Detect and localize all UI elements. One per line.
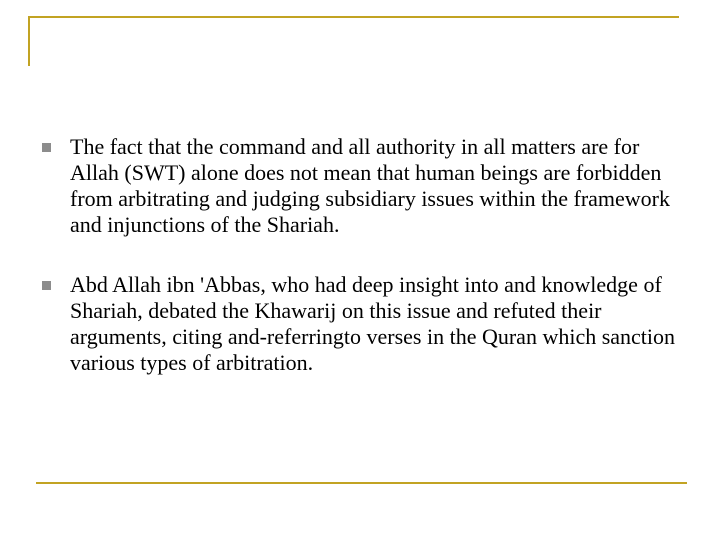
bullet-text: Abd Allah ibn 'Abbas, who had deep insight into and knowledge of Shariah, debated the Khawarij on this issue and refuted their arguments, citing and-referringto verses in the Quran which sanction various types of arbitration. (70, 272, 676, 375)
bullet-text: The fact that the command and all authority in all matters are for Allah (SWT) alone does not mean that human beings are forbidden from arbitrating and judging subsidiary issues within the framework and injunctions of the Shariah. (70, 134, 670, 237)
bottom-divider (36, 482, 687, 484)
top-divider (28, 16, 679, 18)
square-bullet-icon (42, 143, 51, 152)
bullet-list (42, 134, 682, 410)
list-item (42, 134, 682, 238)
top-left-divider (28, 16, 30, 66)
list-item (42, 272, 682, 376)
square-bullet-icon (42, 281, 51, 290)
